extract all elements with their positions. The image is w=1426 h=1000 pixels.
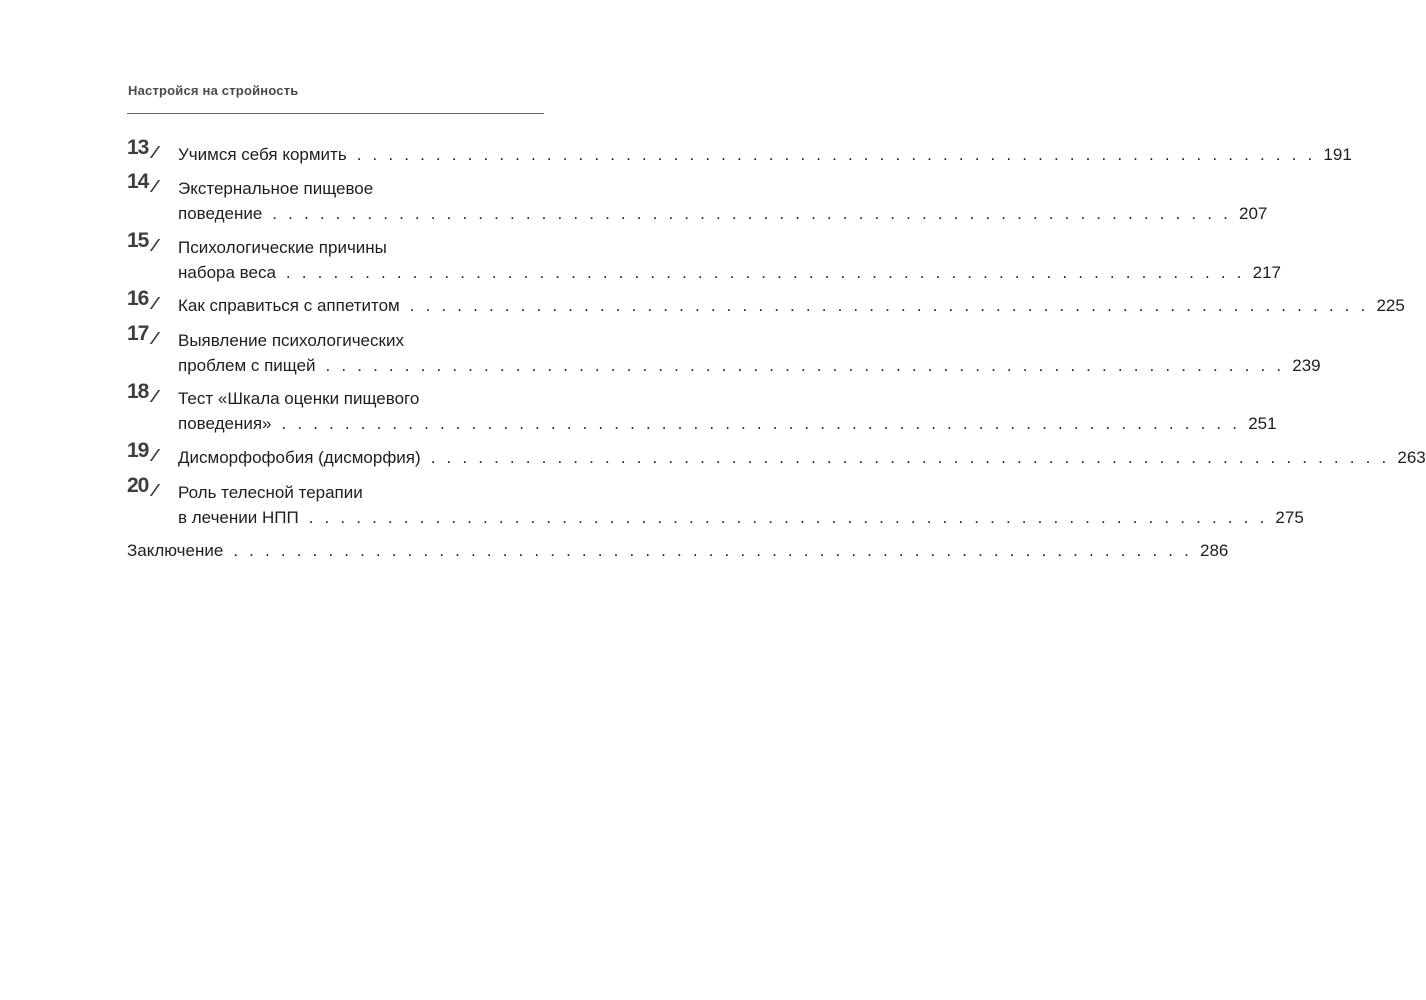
toc-title-cont: набора веса <box>178 263 276 282</box>
toc-line <box>178 294 1405 318</box>
toc-line <box>178 446 1426 470</box>
toc-title-cont: поведения» <box>178 414 272 433</box>
page-number: 207 <box>1239 204 1268 223</box>
toc-line <box>178 387 544 411</box>
toc-line <box>178 354 1321 378</box>
toc-title: Как справиться с аппетитом <box>178 296 400 315</box>
chapter-number: 18 <box>127 380 156 404</box>
toc-title-cont: проблем с пищей <box>178 356 316 375</box>
chapter-number: 15 <box>127 229 156 253</box>
toc-line <box>127 539 1229 563</box>
toc-title: Заключение <box>127 541 224 560</box>
toc-title: Тест «Шкала оценки пищевого <box>178 389 420 408</box>
chapter-number: 14 <box>127 170 156 194</box>
chapter-number: 20 <box>127 474 156 498</box>
page-number: 286 <box>1200 541 1229 560</box>
toc-line <box>178 236 544 260</box>
chapter-number: 17 <box>127 322 156 346</box>
page-number: 225 <box>1376 296 1405 315</box>
toc-title-cont: поведение <box>178 204 263 223</box>
toc-line <box>178 412 1277 436</box>
dot-leader: . . . . . . . . . . . . . . . . . . . . . . . . . . . . . . . . . . . . . . . . . . . . . . . . . . . . . . . . . . . . . <box>233 541 1193 560</box>
page-number: 217 <box>1252 263 1281 282</box>
toc-line <box>178 481 544 505</box>
toc-line <box>178 261 1281 285</box>
page-number: 251 <box>1248 414 1277 433</box>
chapter-number: 13 <box>127 136 156 160</box>
toc-line <box>178 177 544 201</box>
toc-title: Экстернальное пищевое <box>178 179 374 198</box>
dot-leader: . . . . . . . . . . . . . . . . . . . . . . . . . . . . . . . . . . . . . . . . . . . . . . . . . . . . . . . . . . . . . <box>281 414 1241 433</box>
dot-leader: . . . . . . . . . . . . . . . . . . . . . . . . . . . . . . . . . . . . . . . . . . . . . . . . . . . . . . . . . . . . . <box>356 145 1316 164</box>
dot-leader: . . . . . . . . . . . . . . . . . . . . . . . . . . . . . . . . . . . . . . . . . . . . . . . . . . . . . . . . . . . . . <box>308 508 1268 527</box>
toc-title-cont: в лечении НПП <box>178 508 299 527</box>
dot-leader: . . . . . . . . . . . . . . . . . . . . . . . . . . . . . . . . . . . . . . . . . . . . . . . . . . . . . . . . . . . . . <box>430 448 1390 467</box>
dot-leader: . . . . . . . . . . . . . . . . . . . . . . . . . . . . . . . . . . . . . . . . . . . . . . . . . . . . . . . . . . . . . <box>325 356 1285 375</box>
page-number: 239 <box>1292 356 1321 375</box>
running-title: Настройся на стройность <box>128 83 299 98</box>
toc-line <box>178 506 1304 530</box>
dot-leader: . . . . . . . . . . . . . . . . . . . . . . . . . . . . . . . . . . . . . . . . . . . . . . . . . . . . . . . . . . . . . <box>409 296 1369 315</box>
toc-line <box>178 202 1268 226</box>
chapter-number: 19 <box>127 439 156 463</box>
dot-leader: . . . . . . . . . . . . . . . . . . . . . . . . . . . . . . . . . . . . . . . . . . . . . . . . . . . . . . . . . . . . . <box>285 263 1245 282</box>
toc-line <box>178 143 1352 167</box>
chapter-number: 16 <box>127 287 156 311</box>
dot-leader: . . . . . . . . . . . . . . . . . . . . . . . . . . . . . . . . . . . . . . . . . . . . . . . . . . . . . . . . . . . . . <box>272 204 1231 223</box>
page-number: 275 <box>1275 508 1304 527</box>
page-number: 191 <box>1323 145 1352 164</box>
toc-title: Дисморфофобия (дисморфия) <box>178 448 421 467</box>
toc-title: Роль телесной терапии <box>178 483 363 502</box>
toc-title: Учимся себя кормить <box>178 145 347 164</box>
page-number: 263 <box>1397 448 1426 467</box>
toc-line <box>178 329 544 353</box>
toc-title: Психологические причины <box>178 238 387 257</box>
toc-title: Выявление психологических <box>178 331 404 350</box>
header-divider <box>127 113 544 114</box>
